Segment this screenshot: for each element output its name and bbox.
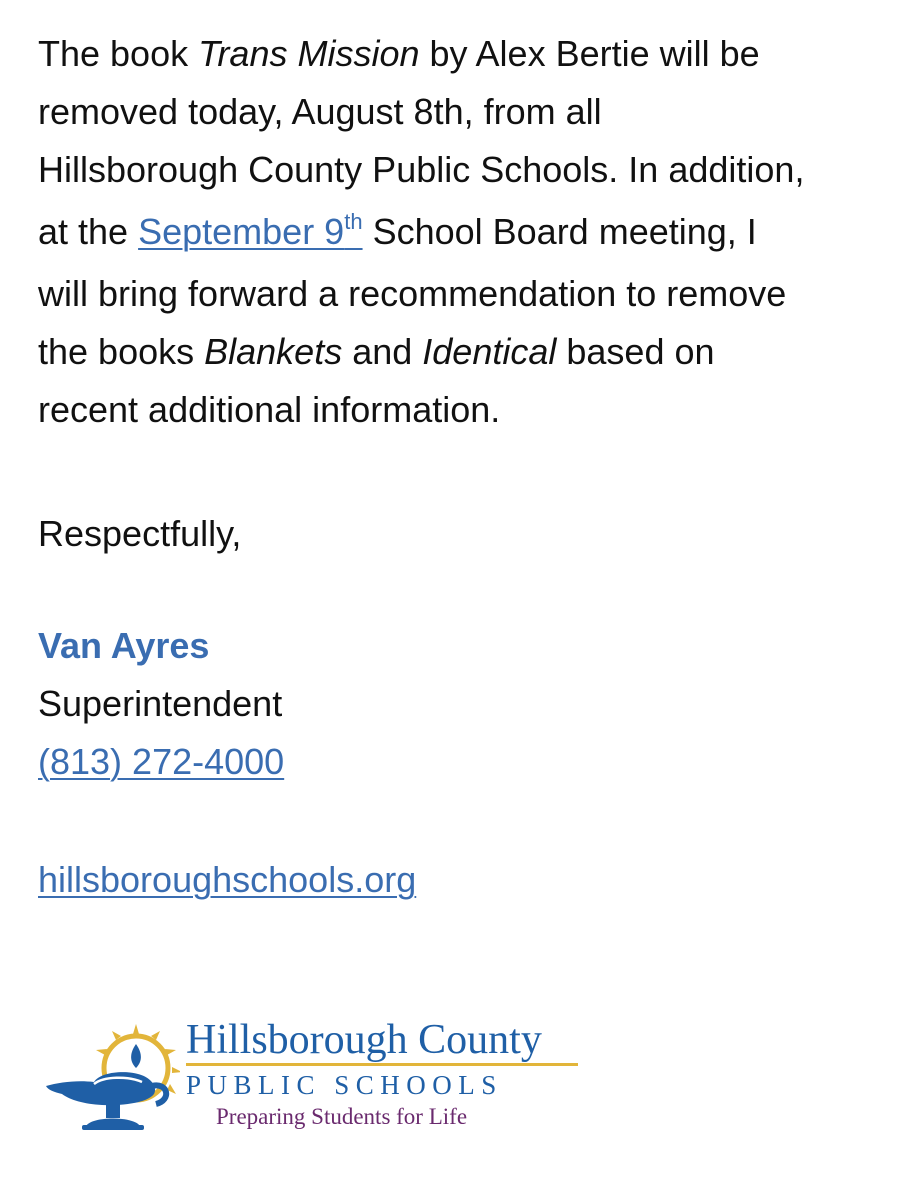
paragraph-line-4 (38, 199, 898, 265)
paragraph-line-6 (38, 323, 898, 381)
book-title-trans-mission: Trans Mission (198, 33, 420, 74)
paragraph-line-3: Hillsborough County Public Schools. In addition, (38, 149, 805, 190)
logo-tagline: Preparing Students for Life (216, 1104, 468, 1129)
text-run: by Alex Bertie will be (419, 33, 760, 74)
logo-gold-rule (186, 1063, 578, 1066)
signature-title: Superintendent (38, 683, 283, 724)
paragraph-line-2: removed today, August 8th, from all (38, 91, 602, 132)
book-title-blankets: Blankets (204, 331, 343, 372)
text-run: the books (38, 331, 205, 372)
logo-subtitle: PUBLIC SCHOOLS (186, 1070, 503, 1100)
text-run: at the (38, 211, 139, 252)
logo-district-name: Hillsborough County (186, 1017, 542, 1063)
text-run: The book (38, 33, 199, 74)
lamp-of-learning-icon (40, 1010, 180, 1150)
district-logo (40, 1010, 600, 1150)
closing-salutation: Respectfully, (38, 513, 242, 554)
date-ordinal-suffix: th (344, 209, 363, 234)
text-run: based on (556, 331, 715, 372)
paragraph-line-1 (38, 25, 898, 83)
phone-link[interactable]: (813) 272-4000 (38, 741, 285, 782)
message-paragraph (38, 25, 898, 439)
september-9-date-link[interactable] (138, 211, 362, 252)
text-run: and (342, 331, 423, 372)
signature-phone (38, 733, 284, 791)
paragraph-line-7: recent additional information. (38, 389, 501, 430)
text-run: School Board meeting, I (362, 211, 757, 252)
book-title-identical: Identical (422, 331, 557, 372)
signature-website (38, 851, 416, 909)
website-link[interactable]: hillsboroughschools.org (38, 859, 417, 900)
paragraph-line-5: will bring forward a recommendation to remove (38, 273, 787, 314)
date-link-text: September 9 (138, 211, 345, 252)
email-body (38, 25, 898, 439)
signature-name: Van Ayres (38, 625, 210, 666)
